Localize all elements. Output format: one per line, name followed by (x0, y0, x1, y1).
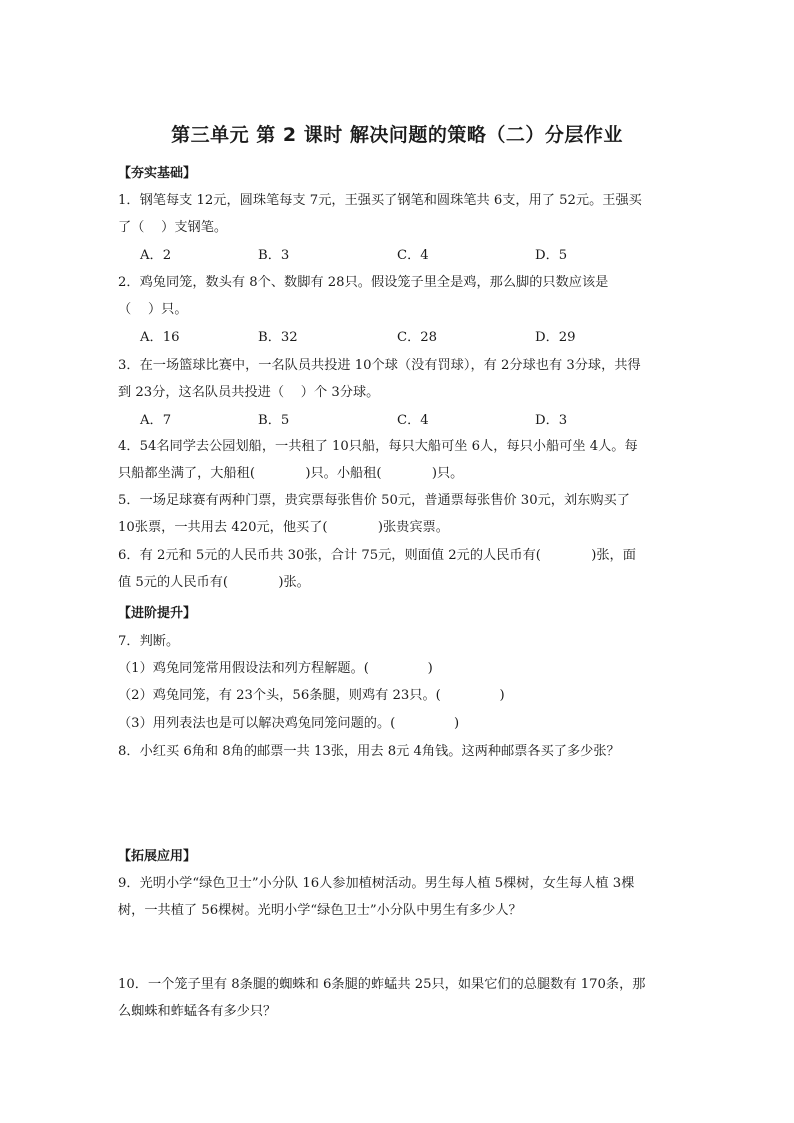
question-6-line-2: 值 5元的人民币有( )张。 (118, 575, 310, 590)
question-7-stem: 7．判断。 (118, 634, 180, 649)
question-6-line-1: 6．有 2元和 5元的人民币共 30张，合计 75元，则面值 2元的人民币有( )张，面 (118, 548, 636, 563)
question-1-option-c: C．4 (397, 248, 429, 263)
question-8: 8．小红买 6角和 8角的邮票一共 13张，用去 8元 4角钱。这两种邮票各买了多少张？ (118, 744, 620, 759)
question-2-option-a: A．16 (140, 330, 180, 345)
question-3-line-2: 到 23分，这名队员共投进（ ）个 3分球。 (118, 385, 380, 400)
question-2-line-2: （ ）只。 (118, 302, 188, 317)
question-9-line-2: 树，一共植了 56棵树。光明小学“绿色卫士”小分队中男生有多少人？ (118, 903, 522, 918)
question-7-item-1: （1）鸡兔同笼常用假设法和列方程解题。( ) (118, 661, 433, 676)
question-1-option-d: D．5 (535, 248, 568, 263)
question-1-option-a: A．2 (140, 248, 172, 263)
question-3-option-a: A．7 (140, 413, 172, 428)
section-heading-basic: 【夯实基础】 (118, 166, 197, 181)
question-2-option-d: D．29 (535, 330, 576, 345)
section-heading-advanced: 【进阶提升】 (118, 606, 197, 621)
question-3-option-b: B．5 (258, 413, 290, 428)
question-4-line-1: 4．54名同学去公园划船，一共租了 10只船，每只大船可坐 6人，每只小船可坐 4人。每 (118, 439, 638, 454)
question-3-option-d: D．3 (535, 413, 568, 428)
question-5-line-2: 10张票，一共用去 420元，他买了( )张贵宾票。 (118, 520, 449, 535)
question-2-option-b: B．32 (258, 330, 298, 345)
page-title: 第三单元 第 2 课时 解决问题的策略（二）分层作业 (171, 124, 623, 146)
section-heading-extension: 【拓展应用】 (118, 849, 197, 864)
question-10-line-1: 10．一个笼子里有 8条腿的蜘蛛和 6条腿的蚱蜢共 25只，如果它们的总腿数有 170条，那 (118, 977, 646, 992)
question-10-line-2: 么蜘蛛和蚱蜢各有多少只？ (118, 1004, 277, 1019)
question-7-item-3: （3）用列表法也是可以解决鸡兔同笼问题的。( ) (118, 716, 460, 731)
question-2-option-c: C．28 (397, 330, 438, 345)
question-9-line-1: 9．光明小学“绿色卫士”小分队 16人参加植树活动。男生每人植 5棵树，女生每人植 3棵 (118, 876, 635, 891)
question-1-line-2: 了（ ）支钢笔。 (118, 220, 228, 235)
question-4-line-2: 只船都坐满了，大船租( )只。小船租( )只。 (118, 466, 464, 481)
question-2-line-1: 2．鸡兔同笼，数头有 8个、数脚有 28只。假设笼子里全是鸡，那么脚的只数应该是 (118, 275, 609, 290)
question-3-line-1: 3．在一场篮球比赛中，一名队员共投进 10个球（没有罚球），有 2分球也有 3分球，共得 (118, 358, 641, 373)
question-3-option-c: C．4 (397, 413, 429, 428)
question-1-option-b: B．3 (258, 248, 290, 263)
question-7-item-2: （2）鸡兔同笼，有 23个头，56条腿，则鸡有 23只。( ) (118, 688, 505, 703)
question-5-line-1: 5．一场足球赛有两种门票，贵宾票每张售价 50元，普通票每张售价 30元，刘东购买了 (118, 493, 630, 508)
question-1-line-1: 1．钢笔每支 12元，圆珠笔每支 7元，王强买了钢笔和圆珠笔共 6支，用了 52元。王强买 (118, 193, 642, 208)
